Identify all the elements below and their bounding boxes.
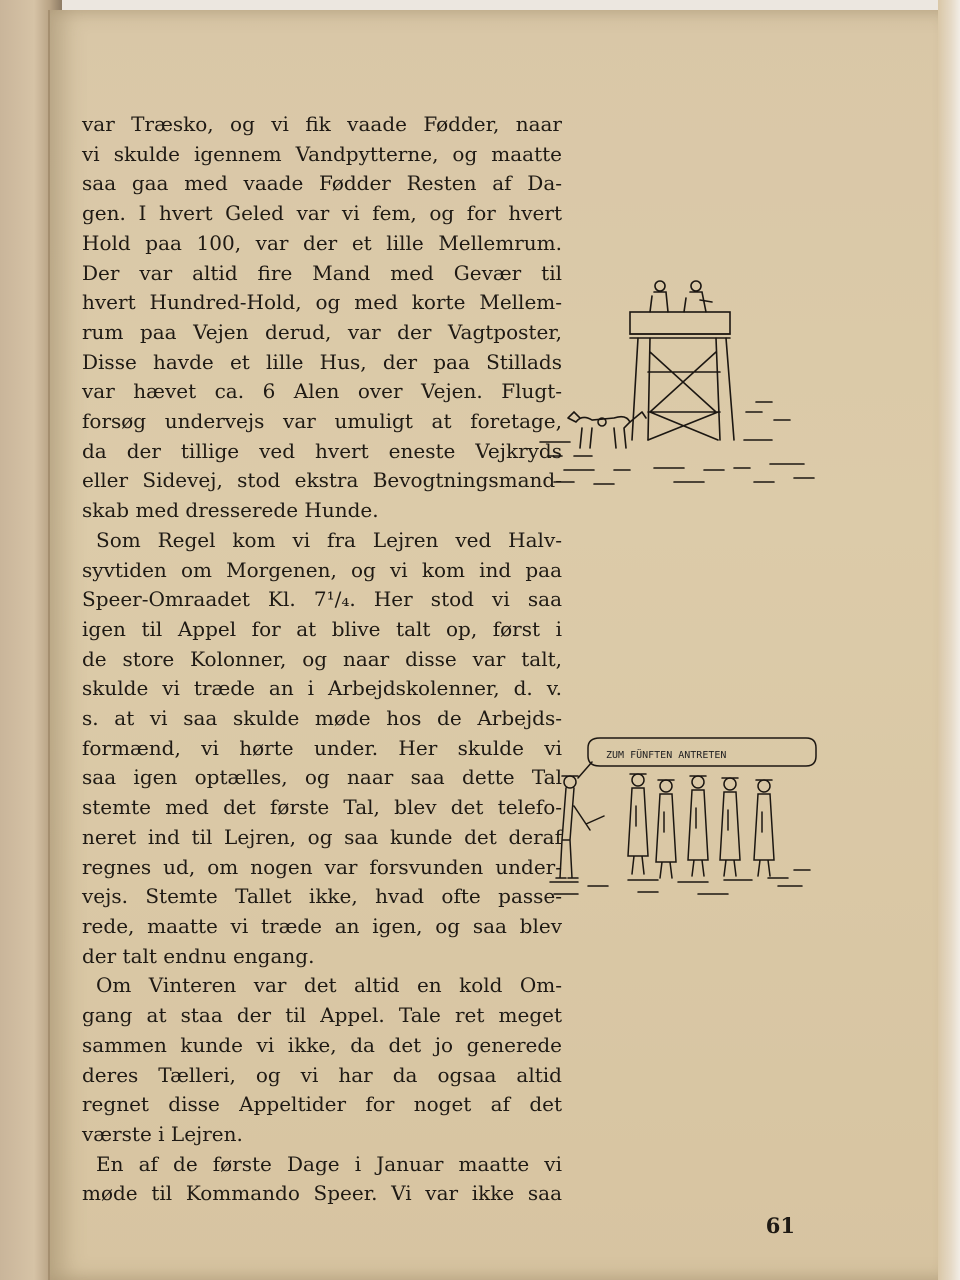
text-line: der talt endnu engang.: [82, 943, 315, 968]
paragraph: [82, 526, 562, 972]
text-line: saa igen optælles, og naar saa dette Tal: [82, 765, 562, 790]
text-line: værste i Lejren.: [82, 1121, 243, 1146]
speech-bubble-text: ZUM FÜNFTEN ANTRETEN: [606, 750, 727, 761]
paragraph: [82, 971, 562, 1149]
text-line: neret ind til Lejren, og saa kunde det deraf: [82, 824, 562, 849]
text-line: Der var altid fire Mand med Gevær til: [82, 260, 562, 285]
text-line: igen til Appel for at blive talt op, først i: [82, 616, 562, 641]
text-line: stemte med det første Tal, blev det telefo-: [82, 795, 562, 820]
text-line: Hold paa 100, var der et lille Mellemrum.: [82, 230, 562, 255]
text-line: deres Tælleri, og vi har da ogsaa altid: [82, 1062, 562, 1087]
guard-tower-illustration: [534, 272, 824, 492]
text-line: skab med dresserede Hunde.: [82, 498, 379, 523]
text-line: da der tillige ved hvert eneste Vejkryds: [82, 438, 562, 463]
text-line: syvtiden om Morgenen, og vi kom ind paa: [82, 557, 562, 582]
text-line: Disse havde et lille Hus, der paa Stillads: [82, 349, 562, 374]
text-line: sammen kunde vi ikke, da det jo generede: [82, 1032, 562, 1057]
text-line: Som Regel kom vi fra Lejren ved Halv-: [96, 527, 562, 552]
text-line: gang at staa der til Appel. Tale ret meget: [82, 1003, 562, 1028]
text-line: regnet disse Appeltider for noget af det: [82, 1092, 562, 1117]
text-line: forsøg undervejs var umuligt at foretage,: [82, 409, 562, 434]
text-line: eller Sidevej, stod ekstra Bevogtningsmand-: [82, 468, 562, 493]
page-edge: [938, 0, 960, 1280]
text-line: s. at vi saa skulde møde hos de Arbejds-: [82, 706, 562, 731]
text-line: de store Kolonner, og naar disse var talt,: [82, 646, 562, 671]
body-text: [82, 110, 562, 1209]
text-line: vejs. Stemte Tallet ikke, hvad ofte passe-: [82, 884, 562, 909]
text-line: var hævet ca. 6 Alen over Vejen. Flugt-: [82, 379, 562, 404]
paragraph: [82, 1150, 562, 1209]
text-line: var Træsko, og vi fik vaade Fødder, naar: [82, 112, 562, 136]
text-line: Speer-Omraadet Kl. 7¹/₄. Her stod vi saa: [82, 587, 562, 612]
book-page: [48, 10, 950, 1280]
text-line: saa gaa med vaade Fødder Resten af Da-: [82, 171, 562, 196]
text-line: En af de første Dage i Januar maatte vi: [96, 1151, 562, 1176]
text-line: møde til Kommando Speer. Vi var ikke saa: [82, 1181, 562, 1206]
text-line: Om Vinteren var det altid en kold Om-: [96, 973, 562, 998]
text-line: rede, maatte vi træde an igen, og saa blev: [82, 913, 562, 938]
paragraph: [82, 110, 562, 526]
text-line: skulde vi træde an i Arbejdskolenner, d. v.: [82, 676, 562, 701]
text-line: vi skulde igennem Vandpytterne, og maatte: [82, 141, 562, 166]
text-line: hvert Hundred-Hold, og med korte Mellem-: [82, 290, 562, 315]
text-line: formænd, vi hørte under. Her skulde vi: [82, 735, 562, 760]
page-number: 61: [765, 1213, 795, 1238]
text-line: regnes ud, om nogen var forsvunden under-: [82, 854, 562, 879]
text-line: gen. I hvert Geled var vi fem, og for hvert: [82, 201, 562, 226]
text-line: rum paa Vejen derud, var der Vagtposter,: [82, 319, 562, 344]
roll-call-illustration: [548, 736, 818, 906]
